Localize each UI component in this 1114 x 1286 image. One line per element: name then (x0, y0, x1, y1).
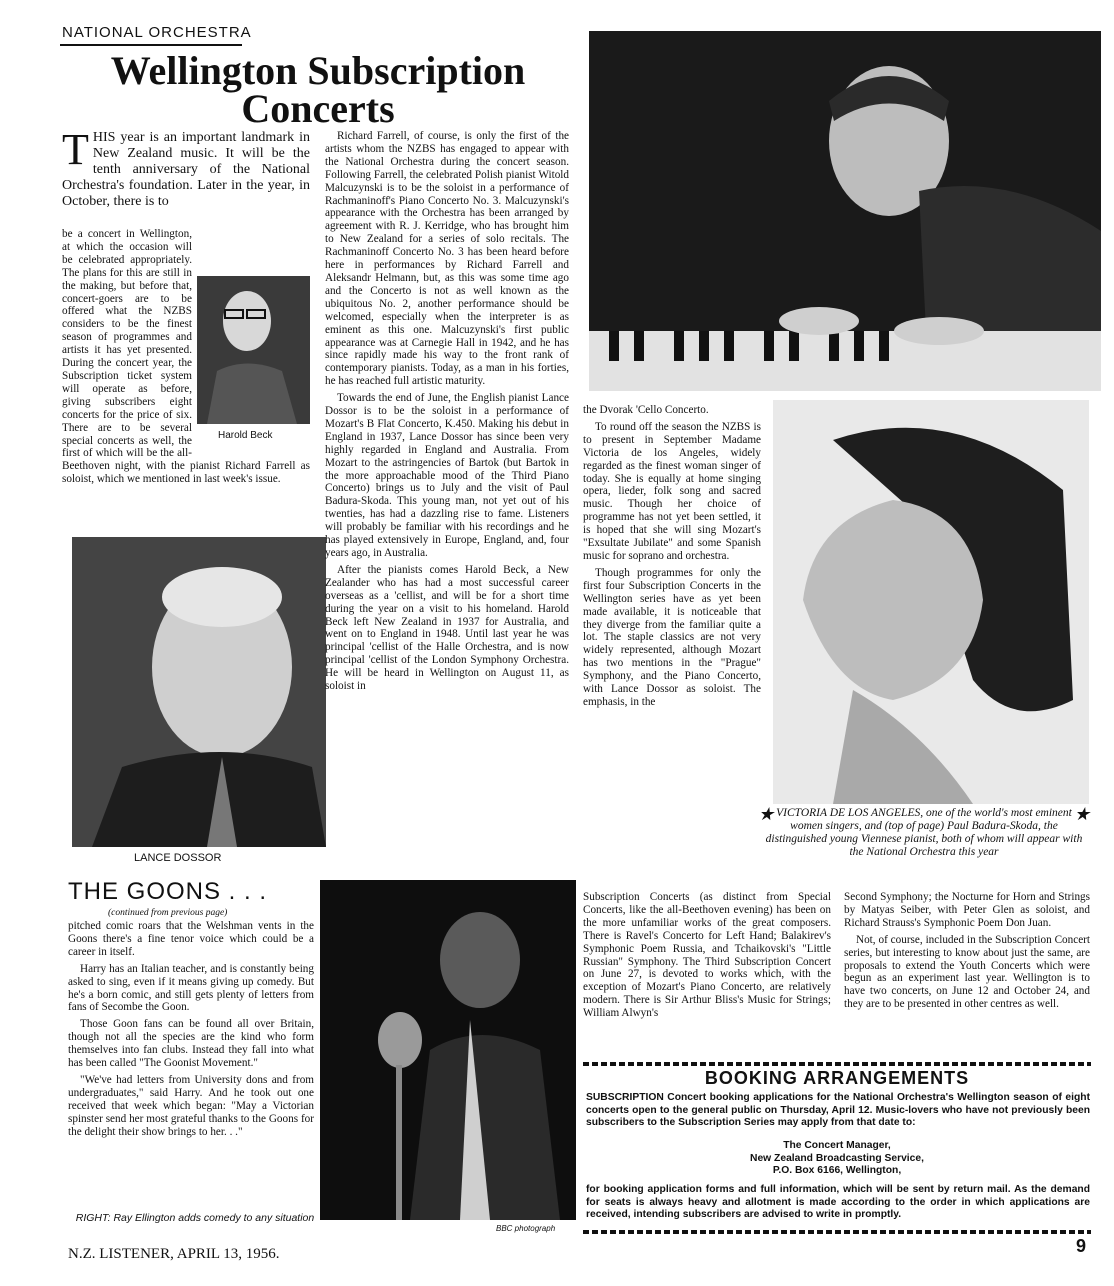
goons-title: THE GOONS . . . (68, 878, 268, 905)
lance-dossor-photo (72, 537, 326, 847)
victoria-caption (758, 804, 1090, 859)
booking-intro: SUBSCRIPTION Concert booking applications for the National Orchestra's Wellington season of eight concerts open to the general public on Thursday, April 12. Music-lovers who have not previously been subscribers to the Subscription Series may apply from that date to: (586, 1092, 1090, 1129)
intro-body-text: be a concert in Wellington, at which the occasion will be celebrated appropriately. The plans for this are still in the making, but before that, concert-goers are to be offered what the NZBS considers to be the finest season of programmes and artists it has yet presented. During the concert year, the Subscription ticket system will operate as before, giving subscribers eight concerts for the price of six. There are to be several special concerts as well, the first of which will be the all-Beethoven night, with the pianist Richard Farrell as soloist, which we mentioned in last week's issue. (62, 228, 310, 486)
col3-paragraph: To round off the season the NZBS is to present in September Madame Victoria de los Angeles, widely regarded as the finest woman singer of today. She is equally at home singing opera, lieder, folk song and sacred music. Though her choice of programme has not yet been settled, it is hoped that she will sing Mozart's "Exsultate Jubilate" and some Spanish music for soprano and orchestra. (583, 420, 761, 562)
intro-lead-text: HIS year is an important landmark in New Zealand music. It will be the tenth anniversary of the National Orchestra's foundation. Later in the year, in October, there is to (62, 130, 310, 209)
bottom-column-4 (844, 891, 1090, 1015)
badura-skoda-photo (589, 31, 1101, 391)
section-label: NATIONAL ORCHESTRA (62, 24, 252, 41)
col2-paragraph: After the pianists comes Harold Beck, a New Zealander who has had a most successful career overseas as a 'cellist, and will be for a short time during the year on a visit to his homeland. Harold Beck left New Zealand in 1937 for Australia, and went on to England in 1948. Until last year he was principal 'cellist of the Halle Orchestra, and is now principal 'cellist of the London Symphony Orchestra. He will be heard in Wellington on August 11, as soloist in (325, 563, 569, 693)
dropcap: T (62, 125, 89, 174)
col3-paragraph: Though programmes for only the first four Subscription Concerts in the Wellington series have as yet been made available, it is noticeable that they diverge from the familiar quite a lot. The staple classics are not very widely represented, although Mozart has two mentions in the "Prague" Symphony, and the Piano Concerto, with Lance Dossor as soloist. The emphasis, in the (583, 566, 761, 708)
star-icon: ★ (758, 804, 775, 824)
headline (58, 48, 578, 131)
star-icon: ★ (1073, 804, 1090, 824)
headline-line2: Concerts (241, 86, 395, 131)
booking-closing: for booking application forms and full information, which will be sent by return mail. As the demand for seats is always heavy and allotment is made according to the order in which applications are received, intending subscribers are advised to write in promptly. (586, 1184, 1090, 1221)
goons-paragraph: "We've had letters from University dons and from undergraduates," said Harry. And he took out one received that week which began: "May a Victorian spinster send her most grateful thanks to the Goons for the delight their show brings to her. . ." (68, 1073, 314, 1138)
section-rule (60, 44, 242, 46)
address-line: New Zealand Broadcasting Service, (750, 1152, 924, 1164)
intro-lead (62, 125, 310, 210)
goons-paragraph: Those Goon fans can be found all over Britain, though not all the species are the kind who form themselves into fan clubs. Instead they fall into what has been called "The Goonist Movement." (68, 1018, 314, 1070)
intro-column (62, 125, 310, 210)
harold-beck-caption: Harold Beck (218, 430, 273, 441)
booking-rule-top (583, 1062, 1091, 1066)
address-line: P.O. Box 6166, Wellington, (772, 1165, 902, 1177)
col2-paragraph: Towards the end of June, the English pianist Lance Dossor is to be the soloist in a performance of Mozart's B Flat Concerto, K.450. Making his debut in England in 1937, Lance Dossor has since been very highly regarded in England and Australia. From Mozart to the astringencies of Bartok (but Bartok in the more approachable mood of the Third Piano Concerto) brings us to July and the visit of Paul Badura-Skoda. This young man, not yet out of his twenties, has had a dazzling rise to fame. Listeners will probably be familiar with his recordings and he has played extensively in Europe, England, and, four years ago, in Australia. (325, 392, 569, 559)
victoria-photo (773, 400, 1089, 804)
booking-address (583, 1140, 1091, 1178)
intro-body (62, 228, 310, 486)
bottom-col4-paragraph: Not, of course, included in the Subscription Concert series, but interesting to know about just the same, are proposals to extend the Youth Concerts which were begun as an experiment last year. Wellington is to have two concerts, on June 12 and October 24, and they are to be presented in other centres as well. (844, 933, 1090, 1011)
ellington-caption: RIGHT: Ray Ellington adds comedy to any situation (75, 1212, 315, 1224)
bbc-credit: BBC photograph (496, 1224, 556, 1233)
headline-line1: Wellington Subscription (110, 48, 526, 93)
col3-paragraph: the Dvorak 'Cello Concerto. (583, 404, 709, 416)
lance-dossor-caption: LANCE DOSSOR (134, 852, 222, 864)
goons-column (68, 920, 314, 1143)
col2-paragraph: Richard Farrell, of course, is only the first of the artists whom the NZBS has engaged to appear with the National Orchestra during the concert season. Following Farrell, the celebrated Polish pianist Witold Malcuzynski is to be the soloist in a performance of Rachmaninoff's Piano Concerto No. 3. Malcuzynski's appearance with the Orchestra has been arranged by agreement with R. J. Kerridge, who has brought him to New Zealand for a series of solo recitals. The Rachmaninoff Concerto No. 3 has been heard before here in performances by Richard Farrell and Aleksandr Helmann, but, as this was some time ago and the Concerto is not as well known as the ubiquitous No. 2, another performance should be welcomed, especially when the interpreter is as eminent as this one. Malcuzynski's first public appearance was at Carnegie Hall in 1942, and he has since rapidly made his way to the front rank of contemporary pianists. Today, as a man in his forties, he has reached full artistic maturity. (325, 130, 569, 388)
photo-wrap-spacer (192, 228, 310, 448)
bottom-col4-paragraph: Second Symphony; the Nocturne for Horn and Strings by Matyas Seiber, with Peter Glen as soloist, and Richard Strauss's Symphonic Poem Don Juan. (844, 891, 1090, 929)
publication-footer: N.Z. LISTENER, APRIL 13, 1956. (68, 1246, 280, 1262)
booking-rule-bottom (583, 1230, 1091, 1234)
address-line: The Concert Manager, (783, 1140, 891, 1151)
goons-paragraph: pitched comic roars that the Welshman vents in the Goons there's a fine tenor voice which could be a career in itself. (68, 920, 314, 958)
bottom-column-3 (583, 891, 831, 1020)
ray-ellington-photo (320, 880, 576, 1220)
column-2 (325, 130, 569, 697)
goons-continued: (continued from previous page) (108, 908, 228, 918)
page-number: 9 (1076, 1236, 1087, 1256)
victoria-caption-text: VICTORIA DE LOS ANGELES, one of the world's most eminent women singers, and (top of page) Paul Badura-Skoda, the distinguished young Viennese pianist, both of whom will appear with the National Orchestra this year (765, 807, 1083, 858)
column-3 (583, 404, 761, 713)
bottom-col3-text: Subscription Concerts (as distinct from Special Concerts, like the all-Beethoven evening) has been on the more unfamiliar works of the great composers. There is Ravel's Concerto for Left Hand; Balakirev's Symphonic Poem Russia, and Tchaikovski's "Little Russian" Symphony. The Third Subscription Concert on June 27, is devoted to works which, with the exception of Mozart's Piano Concerto, are relatively modern. There is Sir Arthur Bliss's Music for Strings; William Alwyn's (583, 891, 831, 1020)
goons-paragraph: Harry has an Italian teacher, and is constantly being asked to sing, even if it means giving up comedy. But he's a born comic, and still gets plenty of letters from fans of Secombe the Goon. (68, 962, 314, 1014)
booking-title: BOOKING ARRANGEMENTS (704, 1068, 970, 1088)
